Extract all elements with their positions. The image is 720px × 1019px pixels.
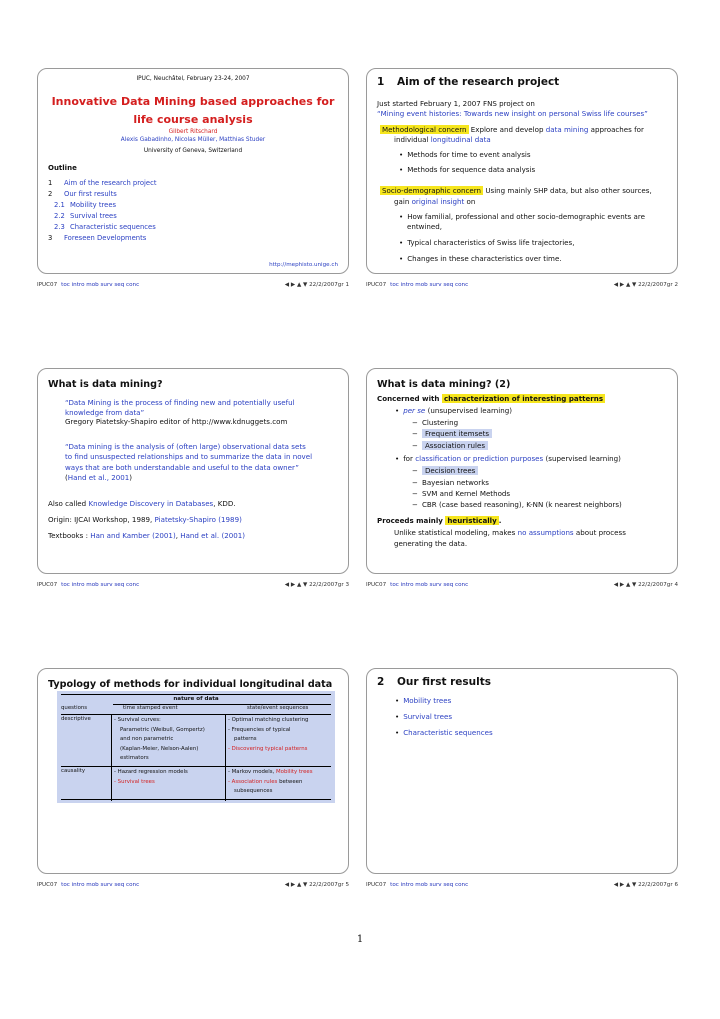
row-causality: causality: [61, 768, 86, 774]
nav-arrows[interactable]: ◀ ▶ ▲ ▼: [284, 582, 308, 588]
slide-2: 1 Aim of the research project Just started February 1, 2007 FNS project on “Mining event histories: Towards new insight on personal Swiss life courses” Methodological concern Explore and develop data mining approaches for individual longitudinal data • Methods for time to event analysis • Methods for sequence data analysis Socio-demographic concern Using mainly SHP data, but also other sources, gain original insight on • How familial, professional and other socio-demographic events are entwined, • Typical characteristics of Swiss life trajectories, • Changes in these characteristics over time.: [366, 68, 678, 274]
slide-title: What is data mining?: [48, 379, 163, 390]
cell-descriptive-time: - Survival curves: Parametric (Weibull, Gompertz) and non parametric (Kaplan-Meier, Nelson-Aalen) estimators: [114, 717, 205, 762]
slide-3: What is data mining? “Data Mining is the process of finding new and potentially useful knowledge from data” Gregory Piatetsky-Shapiro editor of http://www.kdnuggets.com “Data mining is the analysis of (often large) observational data sets to find unsuspected relationships and to summarize the data in novel ways that are both understandable and useful to the data owner” (Hand et al., 2001) Also called Knowledge Discovery in Databases, KDD. Origin: IJCAI Workshop, 1989, Piatetsky-Shapiro (1989) Textbooks : Han and Kamber (2001), Hand et al. (2001): [37, 368, 349, 574]
section-number: 2: [377, 676, 385, 688]
nav-links[interactable]: toc intro mob surv seq conc: [390, 282, 469, 288]
dash-item: − SVM and Kernel Methods: [412, 489, 511, 498]
outline-item[interactable]: 2.2 Survival trees: [54, 212, 117, 220]
bullet-item[interactable]: • Characteristic sequences: [395, 728, 493, 737]
section-number: 1: [377, 76, 385, 88]
col-sequences: state/event sequences: [247, 705, 309, 711]
nav-arrows[interactable]: ◀ ▶ ▲ ▼: [284, 282, 308, 288]
slide-title: Our first results: [397, 676, 492, 688]
bullet-item[interactable]: • Mobility trees: [395, 696, 452, 705]
citation-link[interactable]: Han and Kamber: [90, 531, 150, 540]
highlight-methodological: Methodological concern: [382, 125, 467, 134]
quote-1: “Data Mining is the process of finding new and potentially useful knowledge from data”: [65, 398, 295, 418]
highlight-heuristically: heuristically: [447, 516, 497, 525]
affiliation: University of Geneva, Switzerland: [143, 148, 243, 154]
cell-descriptive-seq: - Optimal matching clustering - Frequencies of typical patterns - Discovering typical patterns: [228, 717, 309, 752]
quote-2: “Data mining is the analysis of (often large) observational data sets to find unsuspected relationships and to summarize the data in novel ways that are both understandable and useful to the data owner”: [65, 442, 313, 472]
citation-link[interactable]: Hand et al.: [180, 531, 220, 540]
typology-table-box: [57, 691, 335, 803]
bullet-item: • Changes in these characteristics over time.: [399, 254, 562, 263]
highlight-patterns: characterization of interesting patterns: [443, 394, 604, 403]
bullet-item[interactable]: • Survival trees: [395, 712, 453, 721]
dash-item: − Bayesian networks: [412, 478, 489, 487]
slide-6: [366, 668, 678, 874]
bullet-item: • Methods for time to event analysis: [399, 150, 531, 159]
bullet-item: • Typical characteristics of Swiss life trajectories,: [399, 238, 575, 247]
bullet-item: • for classification or prediction purposes (supervised learning): [395, 454, 621, 463]
coauthors: Alexis Gabadinho, Nicolas Müller, Matthias Studer: [120, 137, 266, 143]
outline-item[interactable]: 1 Aim of the research project: [48, 179, 157, 187]
citation-link[interactable]: Hand et al.: [67, 473, 107, 482]
dash-item: − Association rules: [412, 441, 488, 451]
table-header-top: nature of data: [173, 696, 219, 702]
outline-item[interactable]: 2.3 Characteristic sequences: [54, 223, 156, 231]
bullet-item: • Methods for sequence data analysis: [399, 165, 536, 174]
outline-list: [48, 178, 157, 244]
slide-title: Typology of methods for individual longitudinal data: [48, 679, 333, 690]
highlight-sociodemographic: Socio-demographic concern: [382, 186, 482, 195]
nav-arrows[interactable]: ◀ ▶ ▲ ▼: [613, 582, 637, 588]
nav-links[interactable]: toc intro mob surv seq conc: [390, 882, 469, 888]
outline-item[interactable]: 3 Foreseen Developments: [48, 234, 147, 242]
nav-links[interactable]: toc intro mob surv seq conc: [61, 882, 140, 888]
slide-title: What is data mining? (2): [377, 379, 511, 390]
col-time-stamped: time stamped event: [123, 705, 178, 711]
outline-item[interactable]: 2 Our first results: [48, 190, 117, 198]
dash-item: − CBR (case based reasoning), K-NN (k nearest neighbors): [412, 500, 622, 509]
nav-arrows[interactable]: ◀ ▶ ▲ ▼: [613, 282, 637, 288]
bullet-item: • per se (unsupervised learning): [395, 406, 512, 415]
outline-label: Outline: [48, 164, 77, 172]
slide-title: Aim of the research project: [397, 76, 560, 88]
venue: IPUC, Neuchâtel, February 23-24, 2007: [136, 76, 250, 82]
author: Gilbert Ritschard: [168, 129, 218, 135]
row-descriptive: descriptive: [61, 716, 91, 722]
dash-item: − Clustering: [412, 418, 459, 427]
slide-4: What is data mining? (2) Concerned with characterization of interesting patterns • per se (unsupervised learning) − Clustering − Frequent itemsets − Association rules • for classification or prediction purposes (supervised learning) − Decision trees − Bayesian networks − SVM and Kernel Methods − CBR (case based reasoning), K-NN (k nearest neighbors) Proceeds mainly heuristically . Unlike statistical modeling, makes no assumptions about process generating the data.: [366, 368, 678, 574]
website-link[interactable]: http://mephisto.unige.ch: [269, 262, 338, 268]
dash-item: − Decision trees: [412, 466, 478, 476]
project-title: “Mining event histories: Towards new insight on personal Swiss life courses”: [377, 109, 648, 118]
slide-5: [37, 668, 349, 874]
citation-link[interactable]: Piatetsky-Shapiro: [154, 515, 216, 524]
talk-title: Innovative Data Mining based approaches for life course analysis: [51, 95, 335, 126]
dash-item: − Frequent itemsets: [412, 429, 492, 439]
col-questions: questions: [61, 705, 88, 711]
cell-causality-time: - Hazard regression models - Survival trees: [114, 769, 188, 785]
nav-links[interactable]: toc intro mob surv seq conc: [390, 582, 469, 588]
nav-links[interactable]: toc intro mob surv seq conc: [61, 282, 140, 288]
nav-arrows[interactable]: ◀ ▶ ▲ ▼: [613, 882, 637, 888]
page-number: 1: [356, 934, 364, 945]
outline-item[interactable]: 2.1 Mobility trees: [54, 201, 117, 209]
nav-arrows[interactable]: ◀ ▶ ▲ ▼: [284, 882, 308, 888]
nav-links[interactable]: toc intro mob surv seq conc: [61, 582, 140, 588]
cell-causality-seq: - Markov models, Mobility trees - Association rules between subsequences: [228, 769, 313, 795]
slide-1: [37, 68, 349, 274]
bullet-item: • How familial, professional and other socio-demographic events are: [399, 212, 645, 221]
